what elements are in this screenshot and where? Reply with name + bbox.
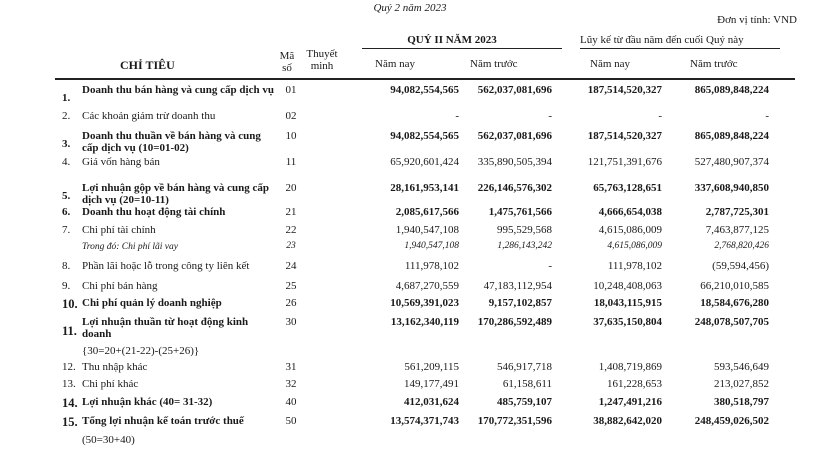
row-label: Phần lãi hoặc lỗ trong công ty liên kết (82, 260, 250, 272)
quarter-last-year-value: 170,772,351,596 (477, 415, 552, 427)
header-this-year: Năm nay (375, 58, 416, 70)
ytd-this-year-value: 187,514,520,327 (587, 130, 662, 142)
row-number: 12. (62, 361, 76, 373)
quarter-this-year-value: 65,920,601,424 (390, 156, 459, 168)
header-divider-quarter (362, 48, 562, 49)
quarter-this-year-value: 94,082,554,565 (390, 84, 459, 96)
ytd-last-year-value: 865,089,848,224 (694, 84, 769, 96)
quarter-this-year-value: 149,177,491 (404, 378, 459, 390)
ytd-this-year-value: 161,228,653 (607, 378, 662, 390)
ytd-this-year-value: 121,751,391,676 (587, 156, 662, 168)
header-bottom-rule (55, 78, 795, 80)
row-label: Chi phí quản lý doanh nghiệp (82, 297, 222, 309)
row-code: 24 (285, 260, 297, 272)
quarter-this-year-value: 412,031,624 (404, 396, 459, 408)
row-number: 10. (62, 297, 78, 311)
quarter-this-year-value: 4,687,270,559 (395, 280, 459, 292)
ytd-last-year-value: (59,594,456) (712, 260, 769, 272)
ytd-last-year-value: - (765, 110, 769, 122)
row-label: Chi phí khác (82, 378, 139, 390)
quarter-last-year-value: - (548, 110, 552, 122)
quarter-this-year-value: 111,978,102 (404, 260, 459, 272)
ytd-last-year-value: 2,768,820,426 (714, 241, 769, 251)
row-code: 10 (285, 130, 297, 142)
quarter-this-year-value: 1,940,547,108 (395, 224, 459, 236)
header-divider-ytd (580, 48, 780, 49)
row-label: Tổng lợi nhuận kế toán trước thuế (82, 415, 244, 427)
quarter-this-year-value: 13,574,371,743 (390, 415, 459, 427)
row-number: 5. (62, 190, 71, 202)
row-label: Lợi nhuận gộp về bán hàng và cung cấp dịch vụ (20=10-11) (82, 182, 270, 206)
ytd-last-year-value: 2,787,725,301 (705, 206, 769, 218)
row-code: 32 (285, 378, 297, 390)
ytd-this-year-value: 187,514,520,327 (587, 84, 662, 96)
quarter-last-year-value: 995,529,568 (497, 224, 552, 236)
ytd-last-year-value: 527,480,907,374 (694, 156, 769, 168)
row-number: 15. (62, 415, 78, 429)
row-number: 1. (62, 92, 71, 104)
quarter-this-year-value: 1,940,547,108 (404, 241, 459, 251)
quarter-last-year-value: 1,475,761,566 (488, 206, 552, 218)
ytd-this-year-value: 1,408,719,869 (598, 361, 662, 373)
ytd-this-year-value: 4,615,086,009 (598, 224, 662, 236)
row-label: Doanh thu bán hàng và cung cấp dịch vụ (82, 84, 274, 96)
ytd-this-year-value: 10,248,408,063 (593, 280, 662, 292)
ytd-this-year-value: 4,666,654,038 (598, 206, 662, 218)
row-number: 7. (62, 224, 71, 236)
quarter-last-year-value: 546,917,718 (497, 361, 552, 373)
header-indicator: CHỈ TIÊU (120, 58, 175, 72)
quarter-last-year-value: 9,157,102,857 (488, 297, 552, 309)
row-code: 22 (285, 224, 297, 236)
ytd-last-year-value: 865,089,848,224 (694, 130, 769, 142)
quarter-last-year-value: 562,037,081,696 (477, 130, 552, 142)
row-number: 8. (62, 260, 71, 272)
row-label: Thu nhập khác (82, 361, 148, 373)
row-label: Lợi nhuận khác (40= 31-32) (82, 396, 213, 408)
quarter-this-year-value: 2,085,617,566 (395, 206, 459, 218)
ytd-this-year-value: 37,635,150,804 (593, 316, 662, 328)
header-ytd-this-year: Năm nay (590, 58, 631, 70)
row-label: Các khoản giảm trừ doanh thu (82, 110, 216, 122)
row-label: Lợi nhuận thuần từ hoạt động kinh doanh (82, 316, 249, 340)
currency-unit: Đơn vị tính: VND (717, 14, 797, 26)
row-label: Trong đó: Chi phí lãi vay (82, 242, 178, 252)
header-code: Mã số (279, 50, 295, 74)
header-ytd-last-year: Năm trước (690, 58, 738, 70)
report-subtitle: Quý 2 năm 2023 (373, 2, 447, 14)
ytd-this-year-value: 65,763,128,651 (593, 182, 662, 194)
ytd-last-year-value: 248,078,507,705 (694, 316, 769, 328)
row-number: 6. (62, 206, 71, 218)
row-code: 31 (285, 361, 297, 373)
row-code: 01 (285, 84, 297, 96)
row-code: 26 (285, 297, 297, 309)
row-label: Doanh thu hoạt động tài chính (82, 206, 226, 218)
row-code: 50 (285, 415, 297, 427)
quarter-this-year-value: 94,082,554,565 (390, 130, 459, 142)
row-label: Giá vốn hàng bán (82, 156, 160, 168)
row-number: 11. (62, 324, 77, 338)
row-code: 23 (286, 241, 296, 251)
row-label: Doanh thu thuần về bán hàng và cung cấp dịch vụ (10=01-02) (82, 130, 261, 154)
row-label: Chi phí tài chính (82, 224, 156, 236)
row-number: 2. (62, 110, 71, 122)
row-number: 3. (62, 138, 71, 150)
quarter-last-year-value: 562,037,081,696 (477, 84, 552, 96)
quarter-last-year-value: 61,158,611 (502, 378, 552, 390)
ytd-last-year-value: 66,210,010,585 (700, 280, 769, 292)
quarter-last-year-value: 226,146,576,302 (477, 182, 552, 194)
ytd-last-year-value: 7,463,877,125 (705, 224, 769, 236)
quarter-this-year-value: - (455, 110, 459, 122)
ytd-this-year-value: 38,882,642,020 (593, 415, 662, 427)
quarter-last-year-value: - (548, 260, 552, 272)
row-number: 4. (62, 156, 71, 168)
quarter-last-year-value: 485,759,107 (497, 396, 552, 408)
header-quarter-group: QUÝ II NĂM 2023 (407, 34, 497, 46)
row-number: 13. (62, 378, 76, 390)
ytd-last-year-value: 593,546,649 (714, 361, 769, 373)
row-code: 40 (285, 396, 297, 408)
ytd-last-year-value: 380,518,797 (714, 396, 769, 408)
row-code: 25 (285, 280, 297, 292)
ytd-last-year-value: 213,027,852 (714, 378, 769, 390)
row-code: 21 (285, 206, 297, 218)
row-code: 02 (285, 110, 297, 122)
row-number: 9. (62, 280, 71, 292)
ytd-this-year-value: 111,978,102 (607, 260, 662, 272)
quarter-last-year-value: 47,183,112,954 (483, 280, 552, 292)
ytd-this-year-value: - (658, 110, 662, 122)
quarter-this-year-value: 13,162,340,119 (390, 316, 459, 328)
quarter-last-year-value: 1,286,143,242 (497, 241, 552, 251)
header-note: Thuyết minh (306, 48, 338, 72)
quarter-this-year-value: 10,569,391,023 (390, 297, 459, 309)
row-label: Chi phí bán hàng (82, 280, 158, 292)
ytd-this-year-value: 1,247,491,216 (598, 396, 662, 408)
row-code: 20 (285, 182, 297, 194)
row-code: 30 (285, 316, 297, 328)
ytd-last-year-value: 18,584,676,280 (700, 297, 769, 309)
header-ytd-group: Lũy kế từ đầu năm đến cuối Quý này (580, 34, 744, 46)
ytd-this-year-value: 18,043,115,915 (593, 297, 662, 309)
ytd-last-year-value: 337,608,940,850 (694, 182, 769, 194)
ytd-last-year-value: 248,459,026,502 (694, 415, 769, 427)
header-last-year: Năm trước (470, 58, 518, 70)
row-number: 14. (62, 396, 78, 410)
ytd-this-year-value: 4,615,086,009 (607, 241, 662, 251)
row-label-formula: {30=20+(21-22)-(25+26)} (82, 345, 200, 357)
quarter-this-year-value: 561,209,115 (404, 361, 459, 373)
row-label-formula: (50=30+40) (82, 434, 135, 446)
row-code: 11 (285, 156, 297, 168)
quarter-last-year-value: 335,890,505,394 (477, 156, 552, 168)
quarter-this-year-value: 28,161,953,141 (390, 182, 459, 194)
quarter-last-year-value: 170,286,592,489 (477, 316, 552, 328)
